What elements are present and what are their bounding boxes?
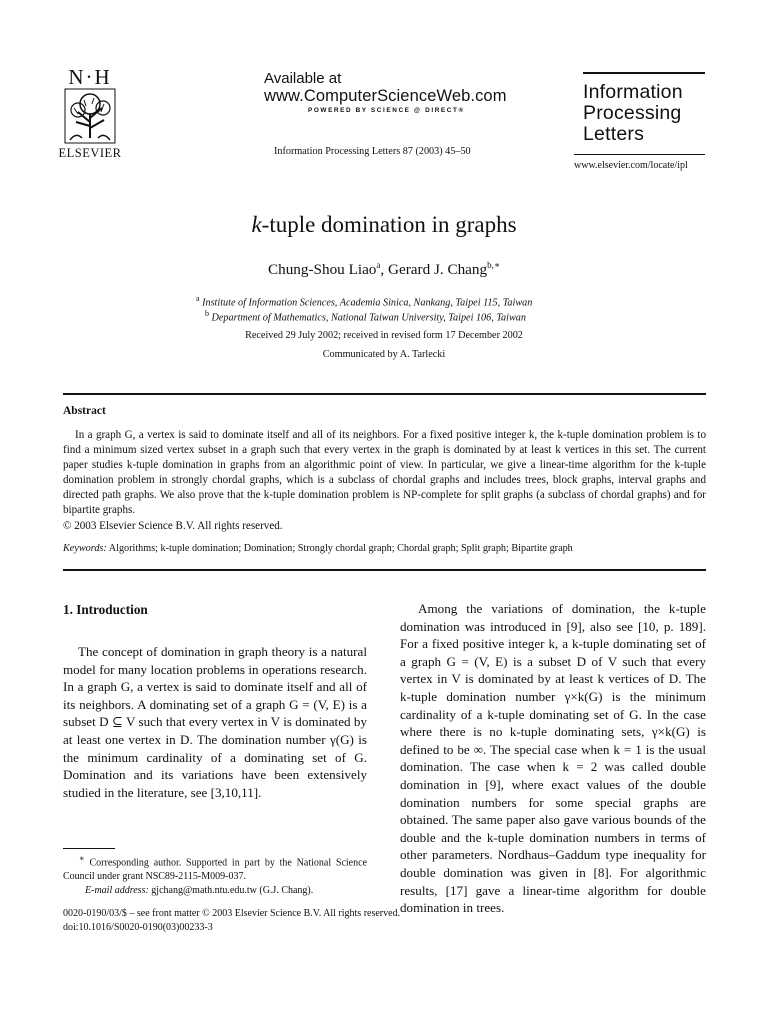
abstract-rule-top xyxy=(63,393,706,395)
doi-line: doi:10.1016/S0020-0190(03)00233-3 xyxy=(63,922,213,933)
intro-paragraph-1: The concept of domination in graph theory is a natural model for many location problems in operations research. In a graph G, a vertex is said to dominate itself and all of its neighbors. A dominating set of a graph G = (V, E) is a subset D ⊆ V such that every vertex in V is dominated by at least one vertex in D. The domination number γ(G) is the minimum cardinality of a dominating set of G. Domination and its variations have been extensively studied in the literature, see [3,10,11]. xyxy=(63,644,367,800)
email-label: E-mail address: xyxy=(85,885,149,897)
section-heading: 1. Introduction xyxy=(63,602,148,617)
site-url[interactable]: www.ComputerScienceWeb.com xyxy=(264,87,507,105)
keywords-text: Algorithms; k-tuple domination; Domination; Strongly chordal graph; Chordal graph; Split graph; Bipartite graph xyxy=(108,543,573,554)
keywords xyxy=(63,543,706,554)
brand-line-2: Processing xyxy=(583,102,682,124)
powered-by-label: POWERED BY SCIENCE @ DIRECT® xyxy=(308,107,465,114)
left-column xyxy=(63,643,367,801)
footnote xyxy=(63,852,367,898)
affiliation-a xyxy=(196,294,532,308)
keywords-label: Keywords: xyxy=(63,543,107,554)
footnote-main xyxy=(63,852,367,884)
communicated-by: Communicated by A. Tarlecki xyxy=(322,349,446,360)
abstract-text: In a graph G, a vertex is said to dominate itself and all of its neighbors. For a fixed positive integer k, the k-tuple domination problem is to find a minimum sized vertex subset in a graph such that every vertex in the graph is dominated by at least k vertices in this set. The current paper studies k-tuple domination in graphs from an algorithmic point of view. In particular, we give a linear-time algorithm for the k-tuple domination problem in strongly chordal graphs, which is a subclass of chordal graphs and includes trees, block graphs, interval graphs and directed path graphs. We also prove that the k-tuple domination problem is NP-complete for split graphs (a subclass of chordal graphs) and for bipartite graphs. xyxy=(63,429,706,517)
affiliation-b-mark: b xyxy=(205,309,209,318)
right-column xyxy=(400,600,706,917)
footnote-mark: ∗ xyxy=(79,854,85,863)
availability-banner xyxy=(264,70,507,116)
abstract-heading: Abstract xyxy=(63,405,106,417)
journal-citation: Information Processing Letters 87 (2003) 45–50 xyxy=(274,146,471,157)
journal-url[interactable]: www.elsevier.com/locate/ipl xyxy=(574,160,688,171)
received-dates: Received 29 July 2002; received in revised form 17 December 2002 xyxy=(245,330,523,341)
author-1-mark: a xyxy=(376,260,381,270)
affiliation-b-text: Department of Mathematics, National Taiwan University, Taipei 106, Taiwan xyxy=(211,312,526,324)
intro-paragraph-2: Among the variations of domination, the k-tuple domination was introduced in [9], also see [10, p. 189]. For a fixed positive integer k, a k-tuple dominating set of a graph G = (V, E) is a subset D of V such that every vertex in V is dominated by at least k vertices of D. The k-tuple domination number γ×k(G) is the minimum cardinality of a k-tuple dominating set of G. In the case where there is no k-tuple dominating sets, γ×k(G) is defined to be ∞. The special case when k = 1 is the usual domination. The case when k = 2 was called double domination in [9], where exact values of the double domination numbers for some special graphs are obtained. The same paper also gave various bounds of the double and the k-tuple domination numbers in terms of other parameters. Nordhaus–Gaddum type inequality for double domination was given in [8]. For algorithmic results, [17] gave a linear-time algorithm for double domination in trees. xyxy=(400,601,706,916)
brand-line-3: Letters xyxy=(583,123,645,145)
affiliation-a-mark: a xyxy=(196,294,200,303)
author-line xyxy=(0,260,768,279)
tree-logo-icon xyxy=(64,88,116,144)
abstract-body xyxy=(63,428,706,534)
article-title xyxy=(0,212,768,238)
logo-elsevier-text: ELSEVIER xyxy=(58,146,122,160)
logo-nh-text: N·H xyxy=(68,65,112,89)
author-2-mark: b,∗ xyxy=(487,260,500,270)
footnote-rule xyxy=(63,848,115,849)
brand-line-1: Information xyxy=(583,81,683,103)
elsevier-logo xyxy=(52,66,128,161)
title-k: k xyxy=(251,212,262,237)
author-separator: , xyxy=(380,261,388,279)
abstract-copyright: © 2003 Elsevier Science B.V. All rights reserved. xyxy=(63,519,283,532)
affiliation-a-text: Institute of Information Sciences, Academia Sinica, Nankang, Taipei 115, Taiwan xyxy=(202,297,533,309)
author-2: Gerard J. Chang xyxy=(388,261,488,279)
footnote-text: Corresponding author. Supported in part by the National Science Council under grant NSC89-2115-M009-037. xyxy=(63,857,367,883)
author-1: Chung-Shou Liao xyxy=(267,261,377,279)
brand-rule-bottom xyxy=(574,154,705,155)
journal-brand xyxy=(583,82,683,145)
title-rest: -tuple domination in graphs xyxy=(261,212,517,237)
brand-rule-top xyxy=(583,72,705,74)
front-matter-line: 0020-0190/03/$ – see front matter © 2003 Elsevier Science B.V. All rights reserved. xyxy=(63,908,401,919)
footnote-email xyxy=(63,884,367,898)
email-address[interactable]: gjchang@math.ntu.edu.tw (G.J. Chang). xyxy=(151,885,314,897)
available-at-label: Available at xyxy=(264,70,342,87)
abstract-rule-bottom xyxy=(63,569,706,571)
affiliation-b xyxy=(205,309,526,323)
